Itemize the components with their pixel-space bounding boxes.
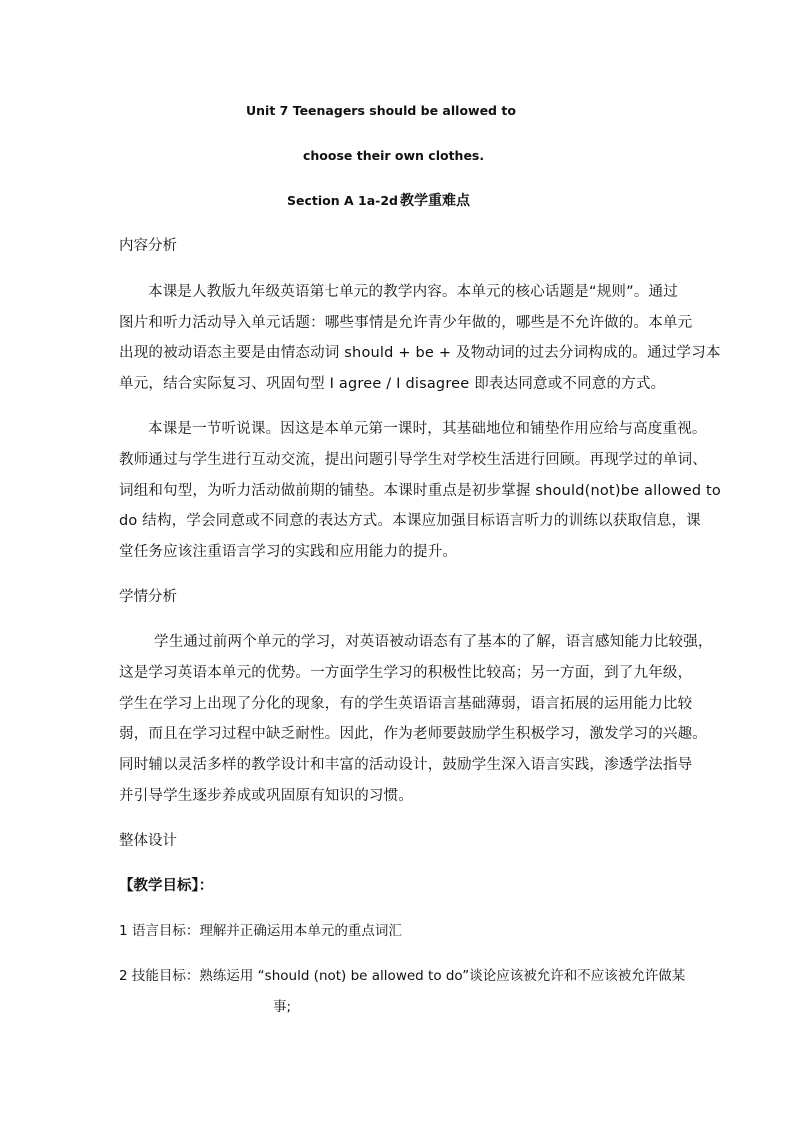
content-para1-line4: 单元，结合实际复习、巩固句型 I agree / I disagree 即表达同意或不同意的方式。 <box>119 376 666 392</box>
students-para-line3: 学生在学习上出现了分化的现象，有的学生英语语言基础薄弱，语言拓展的运用能力比较 <box>119 696 693 712</box>
content-para1-line2: 图片和听力活动导入单元话题：哪些事情是允许青少年做的，哪些是不允许做的。本单元 <box>119 315 693 331</box>
content-para2-line2: 教师通过与学生进行互动交流，提出问题引导学生对学校生活进行回顾。再现学过的单词、 <box>119 452 707 468</box>
heading-student-analysis: 学情分析 <box>119 589 177 605</box>
content-para2-line4: do 结构，学会同意或不同意的表达方式。本课应加强目标语言听力的训练以获取信息，课 <box>119 513 701 529</box>
title-key-points: 教学重难点 <box>400 193 470 209</box>
heading-content-analysis: 内容分析 <box>119 238 177 254</box>
goal-2-line2: 事; <box>273 999 292 1015</box>
heading-teaching-goals: 【教学目标】： <box>119 878 214 894</box>
goal-1: 1 语言目标：理解并正确运用本单元的重点词汇 <box>119 923 402 939</box>
students-para-line6: 并引导学生逐步养成或巩固原有知识的习惯。 <box>119 788 413 804</box>
students-para-line2: 这是学习英语本单元的优势。一方面学生学习的积极性比较高；另一方面，到了九年级， <box>119 665 693 681</box>
content-para1-line1: 本课是人教版九年级英语第七单元的教学内容。本单元的核心话题是“规则”。通过 <box>148 284 678 300</box>
heading-overall-design: 整体设计 <box>119 833 177 849</box>
content-para2-line5: 堂任务应该注重语言学习的实践和应用能力的提升。 <box>119 544 458 560</box>
title-section: Section A 1a-2d <box>287 193 398 208</box>
goal-2-line1: 2 技能目标：熟练运用 “should (not) be allowed to do”谈论应该被允许和不应该被允许做某 <box>119 968 686 984</box>
content-para1-line3: 出现的被动语态主要是由情态动词 should + be + 及物动词的过去分词构成的。通过学习本 <box>119 345 721 361</box>
content-para2-line3: 词组和句型，为听力活动做前期的铺垫。本课时重点是初步掌握 should(not)be allowed to <box>119 483 722 499</box>
title-line-2: choose their own clothes. <box>303 148 485 163</box>
students-para-line1: 学生通过前两个单元的学习，对英语被动语态有了基本的了解，语言感知能力比较强， <box>154 634 713 650</box>
content-para2-line1: 本课是一节听说课。因这是本单元第一课时，其基础地位和铺垫作用应给与高度重视。 <box>148 421 707 437</box>
title-line-1: Unit 7 Teenagers should be allowed to <box>246 103 516 118</box>
students-para-line4: 弱，而且在学习过程中缺乏耐性。因此，作为老师要鼓励学生积极学习，激发学习的兴趣。 <box>119 726 707 742</box>
students-para-line5: 同时辅以灵活多样的教学设计和丰富的活动设计，鼓励学生深入语言实践，渗透学法指导 <box>119 757 693 773</box>
